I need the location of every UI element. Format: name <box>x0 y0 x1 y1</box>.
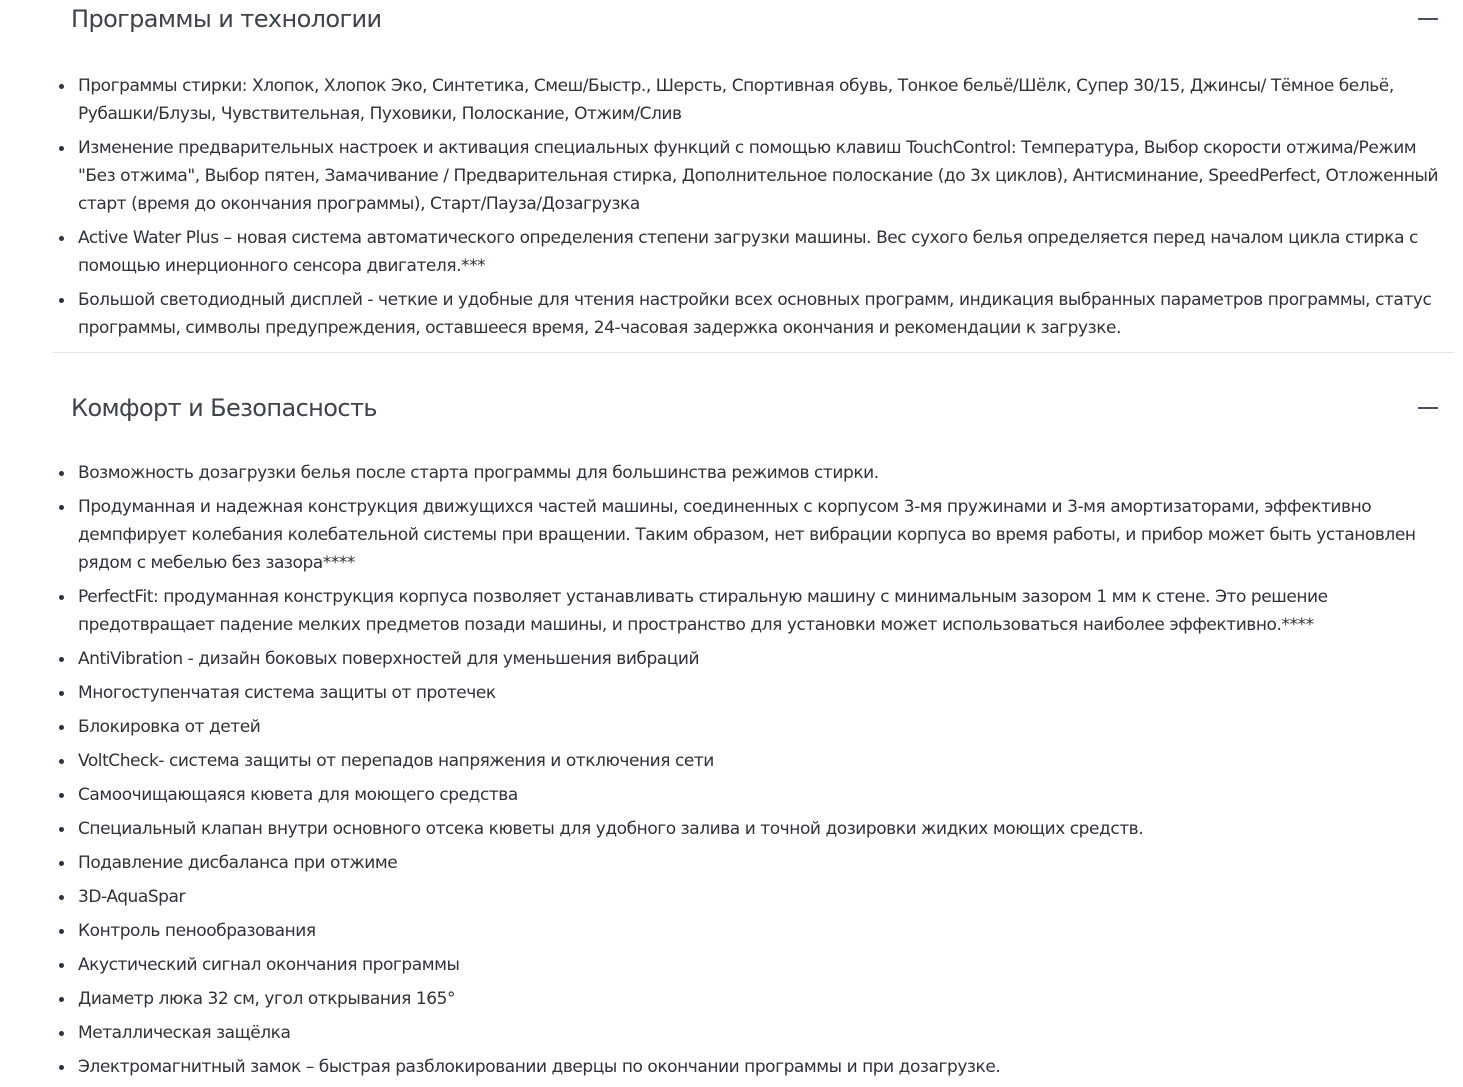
list-item: Подавление дисбаланса при отжиме <box>53 849 1454 877</box>
section-title: Программы и технологии <box>71 5 382 33</box>
list-item: Самоочищающаяся кювета для моющего средства <box>53 781 1454 809</box>
feature-list <box>53 459 1454 1081</box>
section-title: Комфорт и Безопасность <box>71 394 377 422</box>
list-item: Специальный клапан внутри основного отсека кюветы для удобного залива и точной дозировки жидких моющих средств. <box>53 815 1454 843</box>
section-comfort-safety <box>53 391 1454 1087</box>
list-item: VoltCheck- система защиты от перепадов напряжения и отключения сети <box>53 747 1454 775</box>
list-item: AntiVibration - дизайн боковых поверхностей для уменьшения вибраций <box>53 645 1454 673</box>
list-item: Многоступенчатая система защиты от протечек <box>53 679 1454 707</box>
section-header[interactable] <box>53 2 1454 46</box>
section-header[interactable] <box>53 391 1454 435</box>
list-item: 3D-AquaSpar <box>53 883 1454 911</box>
list-item: Акустический сигнал окончания программы <box>53 951 1454 979</box>
list-item: Большой светодиодный дисплей - четкие и удобные для чтения настройки всех основных программ, индикация выбранных параметров программы, статус программы, символы предупреждения, оставшееся время, 24-часовая задержка окончания и рекомендации к загрузке. <box>53 286 1454 342</box>
list-item: Продуманная и надежная конструкция движущихся частей машины, соединенных с корпусом 3-мя пружинами и 3-мя амортизаторами, эффективно демпфирует колебания колебательной системы при вращении. Таким образом, нет вибрации корпуса во время работы, и прибор может быть установлен рядом с мебелью без зазора**** <box>53 493 1454 577</box>
list-item: Active Water Plus – новая система автоматического определения степени загрузки машины. Вес сухого белья определяется перед началом цикла стирка с помощью инерционного сенсора двигателя.*** <box>53 224 1454 280</box>
collapse-minus-icon[interactable] <box>1418 18 1438 20</box>
list-item: Диаметр люка 32 см, угол открывания 165° <box>53 985 1454 1013</box>
list-item: PerfectFit: продуманная конструкция корпуса позволяет устанавливать стиральную машину с минимальным зазором 1 мм к стене. Это решение предотвращает падение мелких предметов позади машины, и пространство для установки может использоваться наиболее эффективно.**** <box>53 583 1454 639</box>
list-item: Изменение предварительных настроек и активация специальных функций с помощью клавиш TouchControl: Температура, Выбор скорости отжима/Режим "Без отжима", Выбор пятен, Замачивание / Предварительная стирка, Дополнительное полоскание (до 3х циклов), Антисминание, SpeedPerfect, Отложенный старт (время до окончания программы), Старт/Пауза/Дозагрузка <box>53 134 1454 218</box>
feature-list <box>53 72 1454 342</box>
list-item: Металлическая защёлка <box>53 1019 1454 1047</box>
section-divider <box>53 352 1454 353</box>
list-item: Контроль пенообразования <box>53 917 1454 945</box>
collapse-minus-icon[interactable] <box>1418 407 1438 409</box>
list-item: Программы стирки: Хлопок, Хлопок Эко, Синтетика, Смеш/Быстр., Шерсть, Спортивная обувь, Тонкое бельё/Шёлк, Супер 30/15, Джинсы/ Тёмное бельё, Рубашки/Блузы, Чувствительная, Пуховики, Полоскание, Отжим/Слив <box>53 72 1454 128</box>
section-programs <box>53 2 1454 348</box>
list-item: Возможность дозагрузки белья после старта программы для большинства режимов стирки. <box>53 459 1454 487</box>
list-item: Блокировка от детей <box>53 713 1454 741</box>
list-item: Электромагнитный замок – быстрая разблокировании дверцы по окончании программы и при дозагрузке. <box>53 1053 1454 1081</box>
